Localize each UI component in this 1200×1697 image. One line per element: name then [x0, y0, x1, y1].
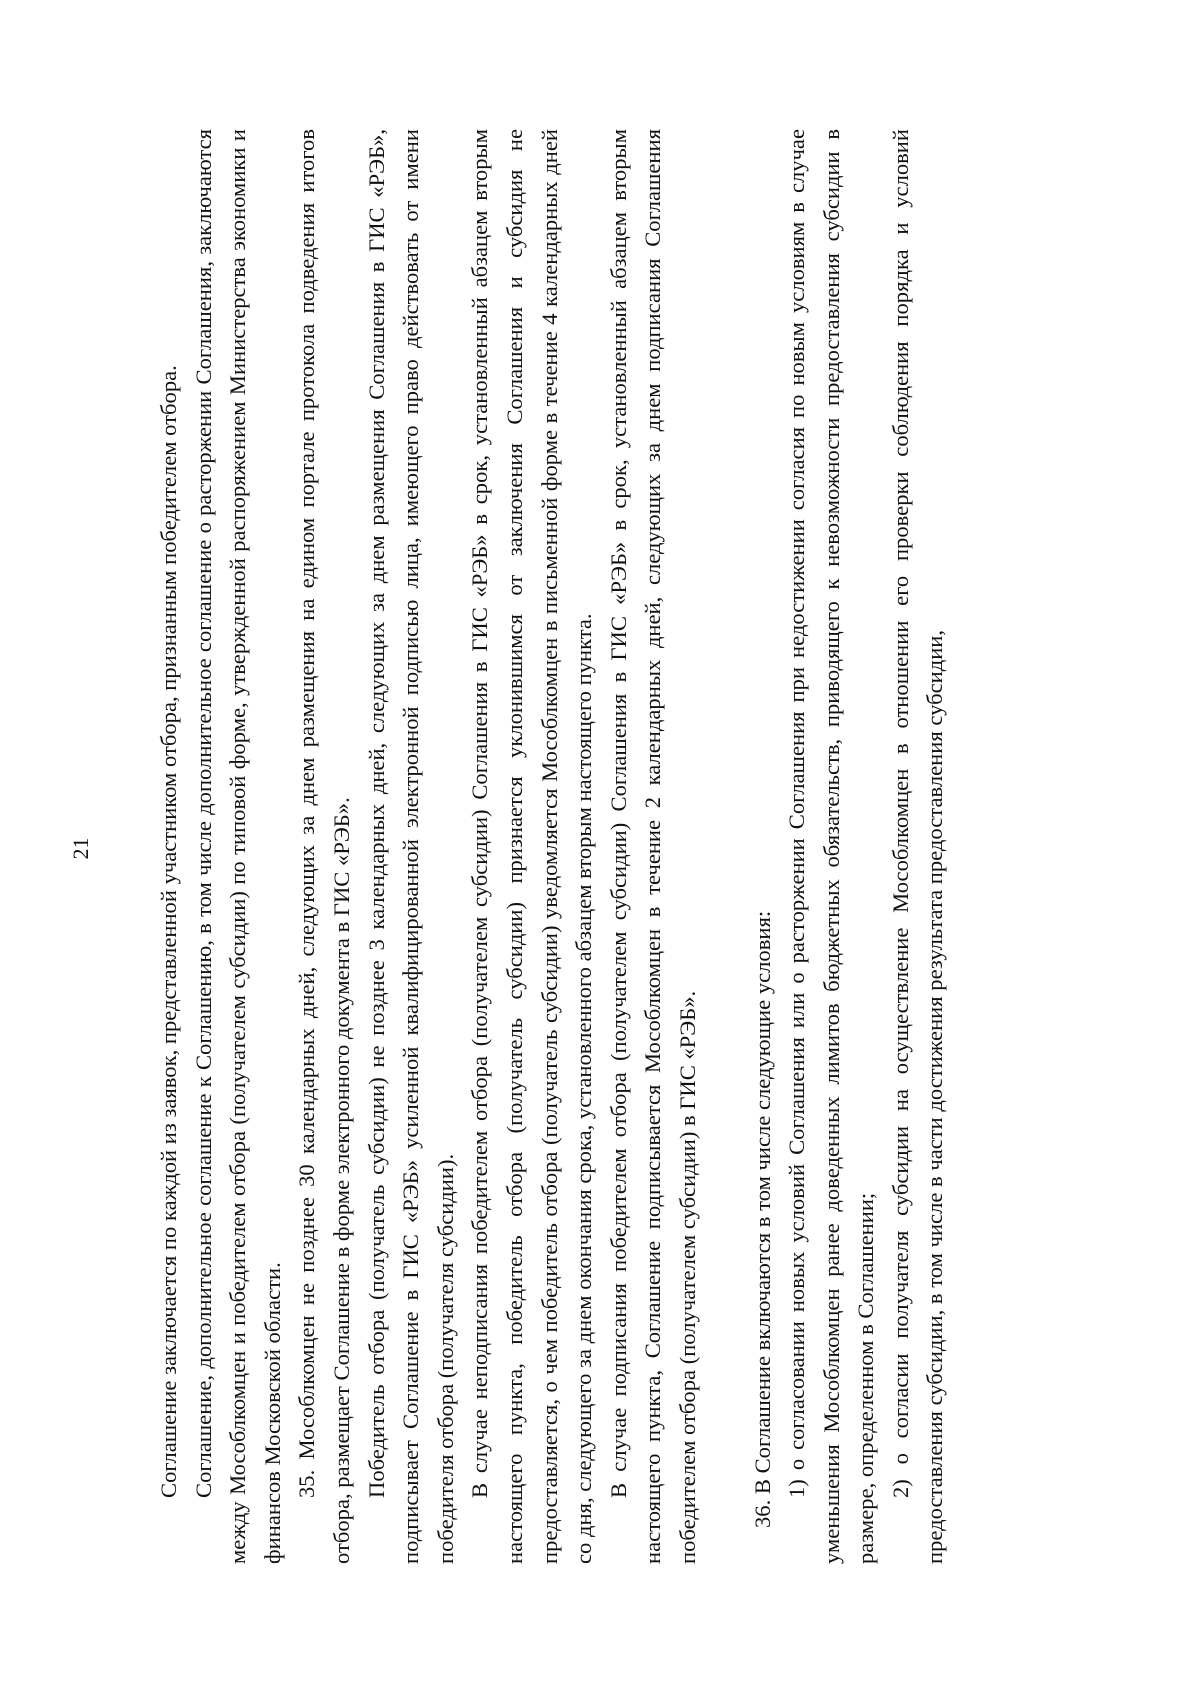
- paragraph: Соглашение заключается по каждой из заявок, представленной участником отбора, признанным победителем отбора.: [156, 365, 181, 1498]
- page-number: 21: [68, 837, 93, 860]
- document-body: [152, 129, 953, 1564]
- paragraph: В случае неподписания победителем отбора (получателем субсидии) Соглашения в ГИС «РЭБ» в срок, установленный абзацем вторым настоящего пункта, победитель отбора (получатель субсидии) признается уклонившимся от заключения Соглашения и субсидия не предоставляется, о чем победитель отбора (получатель субсидии) уведомляется Мособлкомцен в письменной форме в течение 4 календарных дней со дня, следующего за днем окончания срока, установленного абзацем вторым настоящего пункта.: [467, 129, 597, 1564]
- paragraph: Соглашение, дополнительное соглашение к Соглашению, в том числе дополнительное соглашение о расторжении Соглашения, заключаются между Мособлкомцен и победителем отбора (получателем субсидии) по типовой форме, утвержденной распоряжением Министерства экономики и финансов Московской области.: [190, 129, 285, 1564]
- paragraph: Победитель отбора (получатель субсидии) не позднее 3 календарных дней, следующих за днем размещения Соглашения в ГИС «РЭБ», подписывает Соглашение в ГИС «РЭБ» усиленной квалифицированной электронной подписью лица, имеющего право действовать от имени победителя отбора (получателя субсидии).: [363, 129, 458, 1564]
- paragraph: 2) о согласии получателя субсидии на осуществление Мособлкомцен в отношении его проверки соблюдения порядка и условий предоставления субсидии, в том числе в части достижения результата предоставления субсидии,: [887, 129, 948, 1564]
- section-heading: 36. В Соглашение включаются в том числе следующие условия:: [749, 910, 775, 1528]
- paragraph: 1) о согласовании новых условий Соглашения или о расторжении Соглашения при недостижении согласия по новым условиям в случае уменьшения Мособлкомцен ранее доведенных лимитов бюджетных обязательств, приводящего к невозможности предоставления субсидии в размере, определенном в Соглашении;: [784, 129, 879, 1564]
- paragraph: В случае подписания победителем отбора (получателем субсидии) Соглашения в ГИС «РЭБ» в срок, установленный абзацем вторым настоящего пункта, Соглашение подписывается Мособлкомцен в течение 2 календарных дней, следующих за днем подписания Соглашения победителем отбора (получателем субсидии) в ГИС «РЭБ».: [605, 129, 700, 1564]
- paragraph: 35. Мособлкомцен не позднее 30 календарных дней, следующих за днем размещения на едином портале протокола подведения итогов отбора, размещает Соглашение в форме электронного документа в ГИС «РЭБ».: [294, 129, 354, 1564]
